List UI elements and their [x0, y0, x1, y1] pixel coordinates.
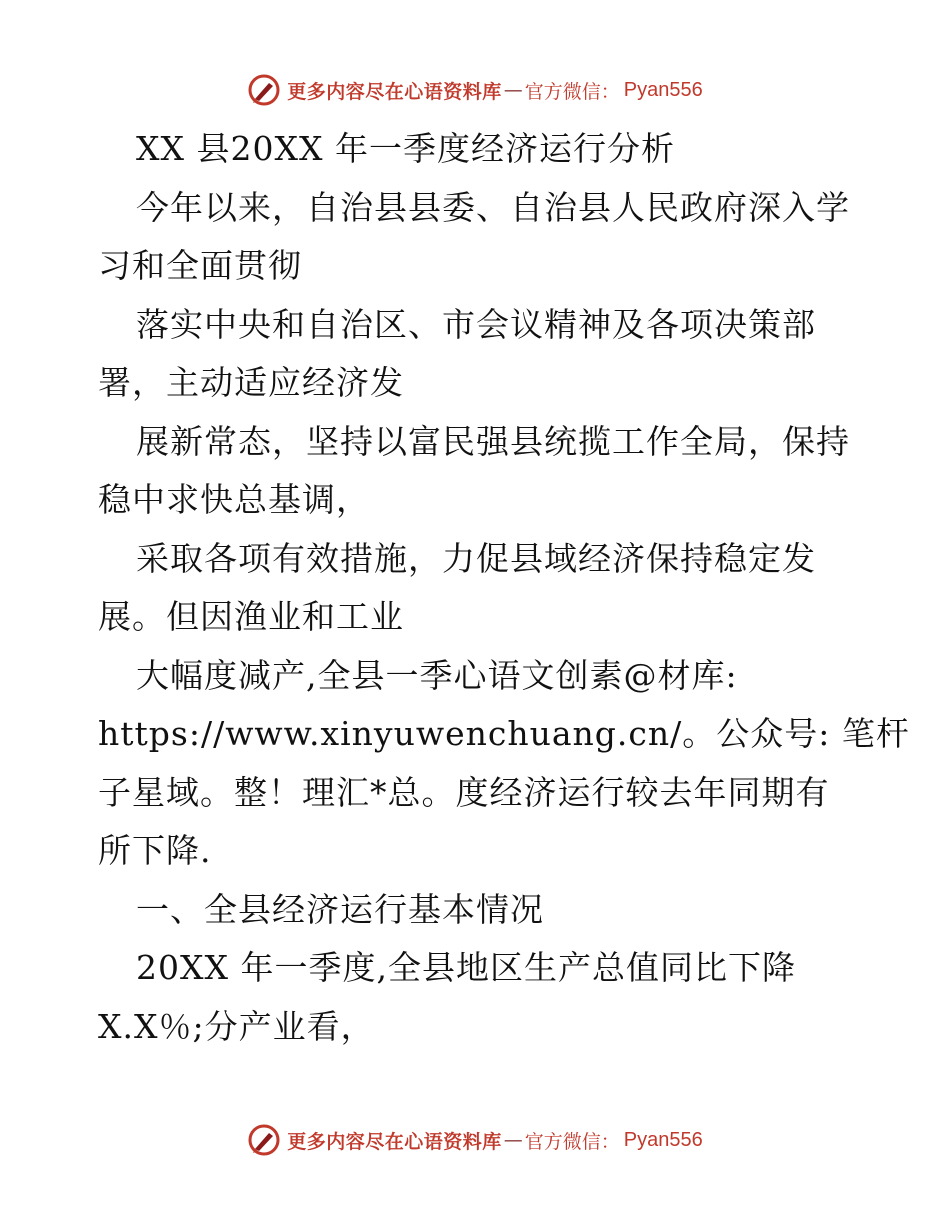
text-line: 展。但因渔业和工业: [98, 597, 404, 636]
text-line: 大幅度减产,全县一季心语文创素@材库:: [136, 655, 738, 695]
text-line: 落实中央和自治区、市会议精神及各项决策部: [136, 304, 816, 344]
text-line: https://www.xinyuwenchuang.cn/。公众号: 笔杆: [98, 714, 910, 753]
watermark-separator: —: [503, 1129, 523, 1151]
text-line: 习和全面贯彻: [98, 246, 302, 285]
document-title: XX 县20XX 年一季度经济运行分析: [136, 129, 675, 168]
watermark-wechat-id: Pyan556: [623, 78, 703, 101]
watermark-wechat-id: Pyan556: [623, 1128, 703, 1151]
section-heading: 一、全县经济运行基本情况: [136, 889, 544, 929]
text-line: 所下降.: [98, 831, 212, 870]
pen-logo-icon: [247, 1123, 281, 1157]
watermark-footer: [0, 1120, 950, 1160]
text-line: 署，主动适应经济发: [98, 363, 404, 402]
text-line: 子星域。整！理汇*总。度经济运行较去年同期有: [98, 772, 830, 812]
text-line: 采取各项有效措施，力促县域经济保持稳定发: [136, 538, 816, 578]
text-line: 展新常态，坚持以富民强县统揽工作全局，保持: [136, 421, 850, 461]
text-line: 今年以来，自治县县委、自治县人民政府深入学: [136, 187, 850, 227]
watermark-header: [0, 70, 950, 110]
text-line: X.X％;分产业看，: [98, 1006, 375, 1046]
pen-logo-icon: [247, 73, 281, 107]
document-body: [98, 120, 910, 1056]
text-line: 稳中求快总基调，: [98, 480, 370, 519]
watermark-separator: —: [503, 79, 523, 101]
watermark-text: 更多内容尽在心语资料库: [287, 80, 502, 103]
watermark-text: 更多内容尽在心语资料库: [287, 1130, 502, 1153]
watermark-wechat-label: 官方微信：: [524, 1130, 620, 1153]
text-line: 20XX 年一季度,全县地区生产总值同比下降: [136, 948, 796, 987]
watermark-wechat-label: 官方微信：: [524, 80, 620, 103]
